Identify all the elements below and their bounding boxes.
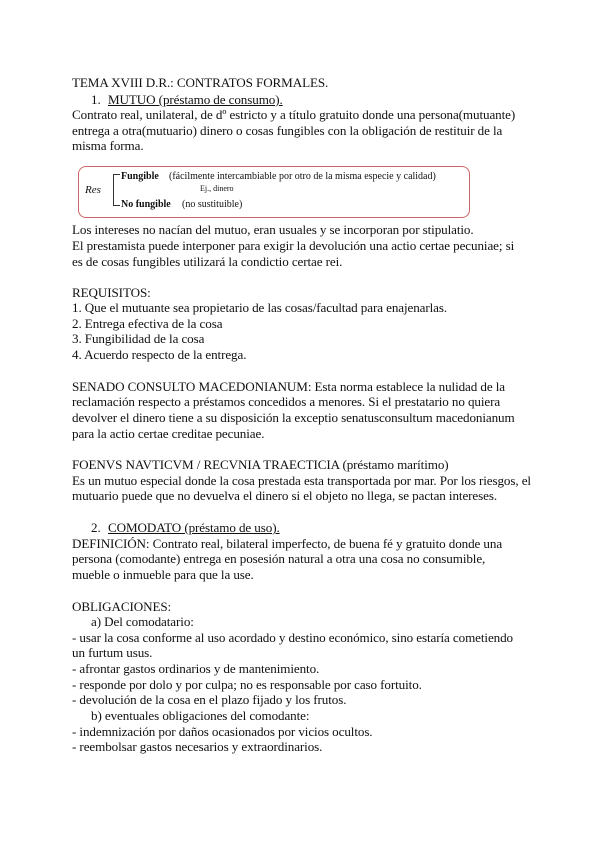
intereses-line-2: El prestamista puede interponer para exigir la devolución una actio certae pecuniae; si xyxy=(72,238,515,253)
comodante-subheading: b) eventuales obligaciones del comodante: xyxy=(91,708,310,723)
comodatario-item-2: - afrontar gastos ordinarios y de mantenimiento. xyxy=(72,661,320,676)
foenus-heading: FOENVS NAVTICVM / RECVNIA TRAECTICIA (préstamo marítimo) xyxy=(72,457,449,472)
requisitos-heading: REQUISITOS: xyxy=(72,285,151,300)
obligaciones-heading: OBLIGACIONES: xyxy=(72,599,172,614)
res-label: Res xyxy=(85,184,101,196)
requisito-1: 1. Que el mutuante sea propietario de las cosas/facultad para enajenarlas. xyxy=(72,300,448,315)
senado-line-4: para la actio certae creditae pecuniae. xyxy=(72,426,265,441)
comodato-definition-line-2: persona (comodante) entrega en posesión natural a otra una cosa no consumible, xyxy=(72,551,486,566)
fungible-description: (fácilmente intercambiable por otro de la misma especie y calidad) xyxy=(169,171,436,182)
comodante-item-1: - indemnización por daños ocasionados por vicios ocultos. xyxy=(72,724,373,739)
document-title: TEMA XVIII D.R.: CONTRATOS FORMALES. xyxy=(72,75,329,90)
section-1-number: 1. xyxy=(91,92,101,107)
comodatario-item-1-cont: un furtum usus. xyxy=(72,645,153,660)
fungible-example: Ej., dinero xyxy=(200,184,234,193)
mutuo-definition-line-3: misma forma. xyxy=(72,138,144,153)
intereses-line-3: es de cosas fungibles utilizará la condictio certae rei. xyxy=(72,254,343,269)
senado-line-3: devolver el dinero tiene a su disposición la exceptio senatusconsultum macedonianum xyxy=(72,410,515,425)
comodatario-item-4: - devolución de la cosa en el plazo fijado y los frutos. xyxy=(72,692,347,707)
intereses-line-1: Los intereses no nacían del mutuo, eran usuales y se incorporan por stipulatio. xyxy=(72,222,474,237)
senado-line-1: SENADO CONSULTO MACEDONIANUM: Esta norma establece la nulidad de la xyxy=(72,379,505,394)
foenus-line-3: mutuario puede que no devuelva el dinero si el objeto no llega, se pactan intereses. xyxy=(72,488,498,503)
requisito-3: 3. Fungibilidad de la cosa xyxy=(72,331,205,346)
fungible-label: Fungible xyxy=(121,171,159,182)
no-fungible-label: No fungible xyxy=(121,199,171,210)
requisito-4: 4. Acuerdo respecto de la entrega. xyxy=(72,347,247,362)
mutuo-definition-line-1: Contrato real, unilateral, de dº estricto y a título gratuito donde una persona(mutuante) xyxy=(72,107,516,122)
brace-bracket xyxy=(113,174,120,206)
section-2-number: 2. xyxy=(91,520,101,535)
foenus-line-2: Es un mutuo especial donde la cosa prestada esta transportada por mar. Por los riesgos, el xyxy=(72,473,531,488)
comodatario-item-3: - responde por dolo y por culpa; no es responsable por caso fortuito. xyxy=(72,677,422,692)
comodatario-subheading: a) Del comodatario: xyxy=(91,614,194,629)
senado-line-2: reclamación respecto a préstamos concedidos a menores. Si el prestatario no quiera xyxy=(72,394,501,409)
no-fungible-description: (no sustituible) xyxy=(182,199,243,210)
comodato-definition-line-3: mueble o inmueble para que la use. xyxy=(72,567,254,582)
section-1-heading: MUTUO (préstamo de consumo). xyxy=(108,92,283,107)
comodatario-item-1: - usar la cosa conforme al uso acordado y destino económico, sino estaría cometiendo xyxy=(72,630,514,645)
comodante-item-2: - reembolsar gastos necesarios y extraordinarios. xyxy=(72,739,323,754)
requisito-2: 2. Entrega efectiva de la cosa xyxy=(72,316,223,331)
comodato-definition-line-1: DEFINICIÓN: Contrato real, bilateral imperfecto, de buena fé y gratuito donde una xyxy=(72,536,503,551)
mutuo-definition-line-2: entrega a otra(mutuario) dinero o cosas fungibles con la obligación de restituir de la xyxy=(72,123,503,138)
section-2-heading: COMODATO (préstamo de uso). xyxy=(108,520,280,535)
